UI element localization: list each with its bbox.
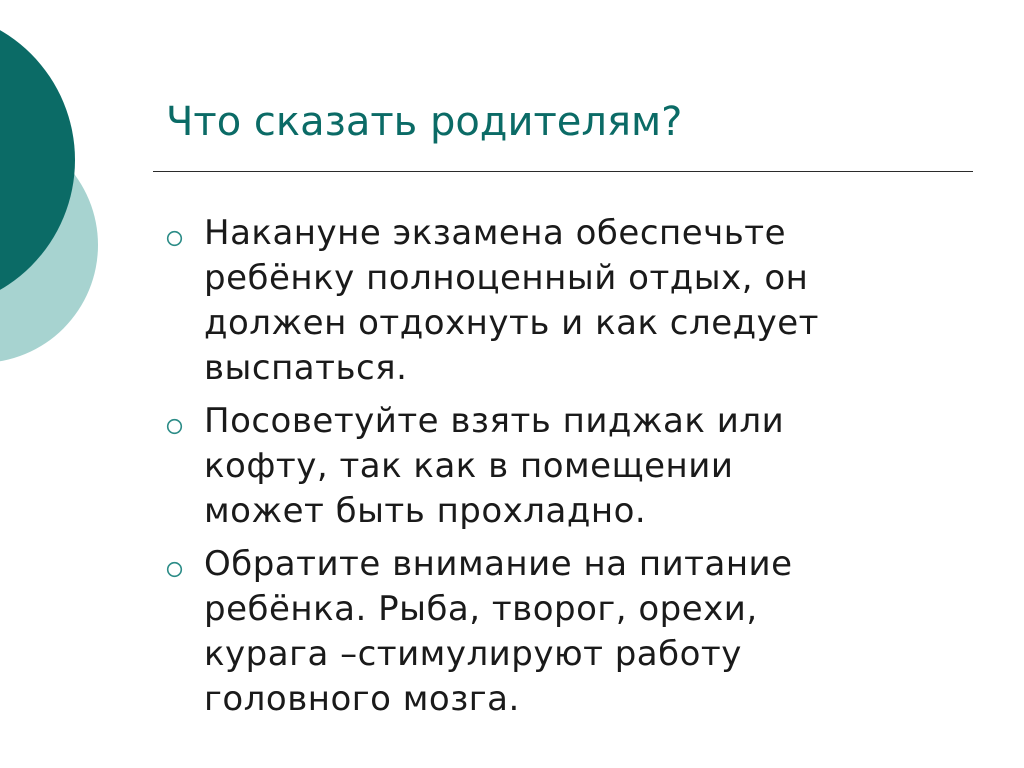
title-divider (153, 171, 973, 172)
bullet-line: Обратите внимание на питание (204, 544, 793, 584)
slide-title: Что сказать родителям? (166, 99, 683, 145)
bullet-line: Посоветуйте взять пиджак или (204, 401, 785, 441)
bullet-line: курага –стимулируют работу (204, 634, 742, 674)
bullet-line: должен отдохнуть и как следует (204, 303, 819, 343)
bullet-item (162, 542, 942, 722)
bullet-item (162, 211, 942, 391)
bullet-item (162, 399, 942, 534)
bullet-line: может быть прохладно. (204, 491, 647, 531)
bullet-line: головного мозга. (204, 679, 520, 719)
decorative-circles (0, 0, 120, 420)
bullet-line: ребёнка. Рыба, творог, орехи, (204, 589, 758, 629)
bullet-list (162, 211, 942, 730)
bullet-line: Накануне экзамена обеспечьте (204, 213, 787, 253)
hollow-circle-icon (166, 418, 183, 435)
hollow-circle-icon (166, 561, 183, 578)
bullet-line: выспаться. (204, 348, 408, 388)
bullet-line: ребёнку полноценный отдых, он (204, 258, 809, 298)
bullet-line: кофту, так как в помещении (204, 446, 734, 486)
hollow-circle-icon (166, 230, 183, 247)
